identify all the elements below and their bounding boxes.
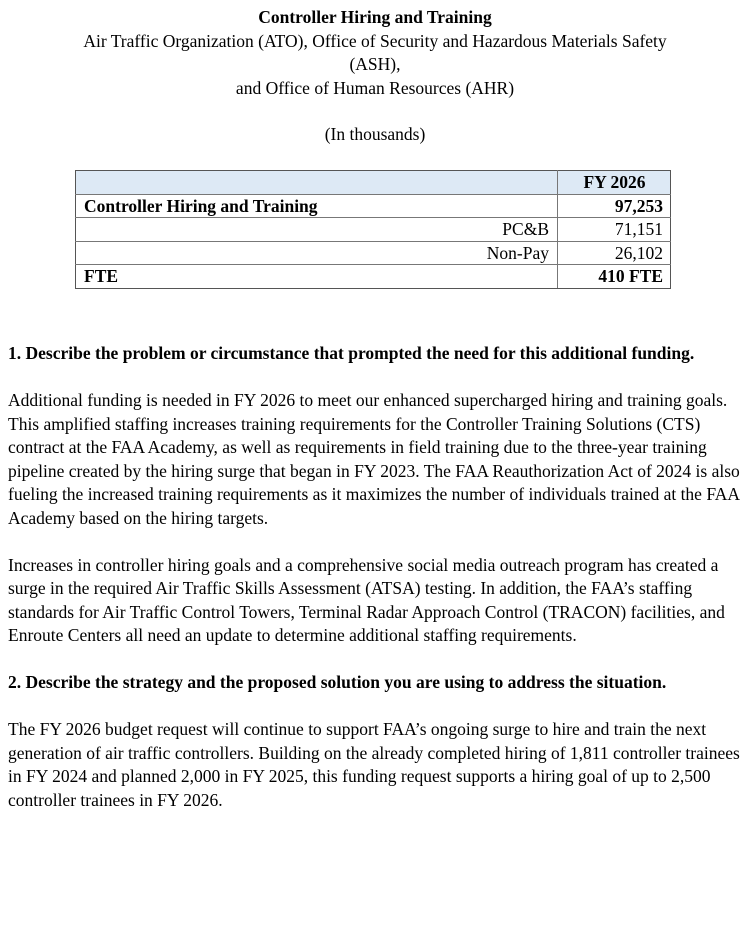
question-1-paragraph-1: Additional funding is needed in FY 2026 to meet our enhanced supercharged hiring and training goals. This amplified staffing increases training requirements for the Controller Training Solutions (CTS) contract at the FAA Academy, as well as requirements in field training due to the three-year training pipeline created by the hiring surge that began in FY 2023. The FAA Reauthorization Act of 2024 is also fueling the increased training requirements as it maximizes the number of individuals trained at the FAA Academy based on the hiring targets. [8, 390, 740, 528]
row-value: 410 FTE [558, 265, 671, 289]
units-note: (In thousands) [324, 124, 426, 144]
question-1-paragraph-2: Increases in controller hiring goals and a comprehensive social media outreach program has created a surge in the required Air Traffic Skills Assessment (ATSA) testing. In addition, the FAA’s staffing standards for Air Traffic Control Towers, Terminal Radar Approach Control (TRACON) facilities, and Enroute Centers all need an update to determine additional staffing requirements. [8, 554, 725, 645]
table-row-nonpay [76, 241, 671, 265]
row-value: 26,102 [558, 241, 671, 265]
table-row-total [76, 194, 671, 218]
question-2-paragraph-1: The FY 2026 budget request will continue to support FAA’s ongoing surge to hire and train the next generation of air traffic controllers. Building on the already completed hiring of 1,811 controller trainees in FY 2024 and planned 2,000 in FY 2025, this funding request supports a hiring goal of up to 2,500 controller trainees in FY 2026. [8, 719, 740, 810]
document-body [8, 342, 746, 836]
question-1-heading: 1. Describe the problem or circumstance that prompted the need for this additional funding. [8, 343, 695, 363]
organization-line: Air Traffic Organization (ATO), Office of Security and Hazardous Materials Safety [83, 30, 667, 51]
organization-line-3: and Office of Human Resources (AHR) [235, 77, 515, 98]
row-label: FTE [76, 265, 558, 289]
row-label: Non-Pay [76, 241, 558, 265]
row-value: 97,253 [558, 194, 671, 218]
table-header-blank [76, 171, 558, 195]
table-row-fte [76, 265, 671, 289]
question-2-heading: 2. Describe the strategy and the proposed solution you are using to address the situation. [8, 672, 667, 692]
row-label: PC&B [76, 218, 558, 242]
row-label: Controller Hiring and Training [76, 194, 558, 218]
document-title: Controller Hiring and Training [258, 7, 492, 27]
table-row-pcb [76, 218, 671, 242]
document-header [0, 0, 750, 147]
row-value: 71,151 [558, 218, 671, 242]
organization-line-2: (ASH), [349, 54, 401, 74]
budget-table [75, 170, 671, 289]
column-header-fy2026: FY 2026 [558, 171, 671, 195]
table-header-row [76, 171, 671, 195]
